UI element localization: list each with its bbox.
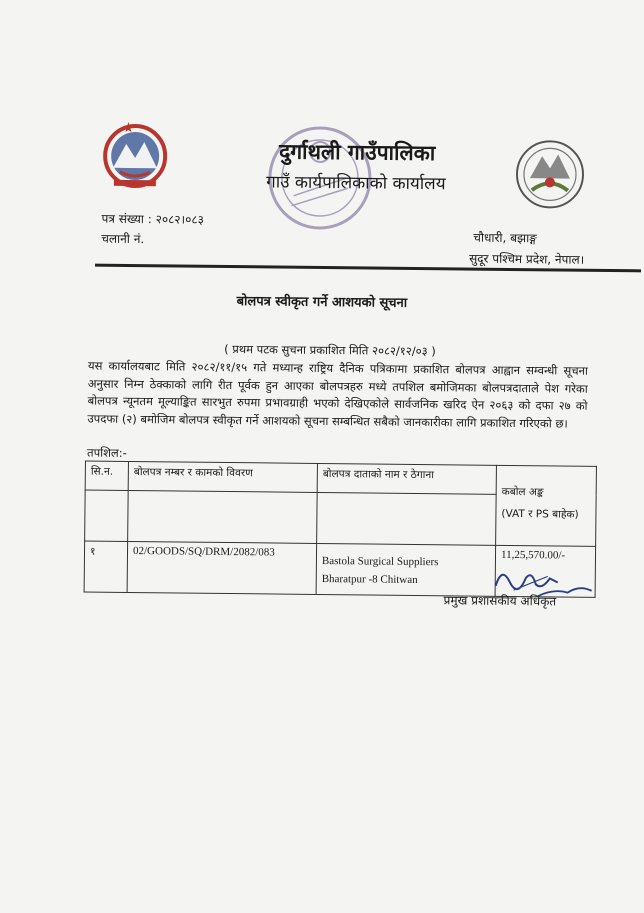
address-line-2: सुदूर पश्चिम प्रदेश, नेपाल। xyxy=(469,251,585,267)
header-sn: सि.न. xyxy=(85,461,128,490)
details-label: तपशिल:- xyxy=(86,445,127,460)
municipality-logo-icon xyxy=(514,138,587,211)
officer-title: प्रमुख प्रशासकीय अधिकृत xyxy=(443,593,557,609)
notice-body: यस कार्यालयबाट मिति २०८२/११/१५ गते मध्यान्ह राष्ट्रिय दैनिक पत्रिकामा प्रकाशित बोलपत्र आह्वान सम्वन्धी सूचना अनुसार निम्न ठेक्काको लागि रीत पूर्वक हुन आएका बोलपत्रहरु मध्ये तपशिल बमोजिमका बोलपत्रदाताले पेश गरेका बोलपत्र न्यूनतम मूल्याङ्कित सारभुत रुपमा प्रभावग्राही भएको देखिएकोले सार्वजनिक खरिद ऐन २०६३ को दफा २७ को उपदफा (२) बमोजिम बोलपत्र स्वीकृत गर्ने आशयको सूचना सम्बन्धित सबैको जानकारीका लागि प्रकाशित गरिएको छ। xyxy=(87,358,589,431)
cell-bidder xyxy=(316,543,496,596)
header-bid: बोलपत्र नम्बर र कामको विवरण xyxy=(128,461,317,492)
bidder-name: Bastola Surgical Suppliers xyxy=(321,555,439,569)
header-amount xyxy=(496,465,597,546)
cell-amount: 11,25,570.00/- xyxy=(495,545,596,597)
nepal-emblem-icon xyxy=(98,118,173,191)
header-amount-line2: (VAT र PS बाहेक) xyxy=(501,507,579,521)
bidder-address: Bharatpur -8 Chitwan xyxy=(321,573,418,587)
cell-bid-number: 02/GOODS/SQ/DRM/2082/083 xyxy=(127,541,317,594)
office-name: गाउँ कार्यपालिकाको कार्यालय xyxy=(266,172,446,195)
address-line-1: चौधारी, बझाङ्ग xyxy=(473,230,537,246)
publication-date: ( प्रथम पटक सुचना प्रकाशित मिति २०८२/१२/०३ ) xyxy=(224,341,436,359)
notice-title: बोलपत्र स्वीकृत गर्ने आशयको सूचना xyxy=(236,294,408,311)
header-amount-line1: कबोल अङ्क xyxy=(501,485,544,499)
letter-number: पत्र संख्या : २०८२।०८३ xyxy=(101,211,204,227)
dispatch-number: चलानी नं. xyxy=(101,231,145,247)
org-name: दुर्गाथली गाउँपालिका xyxy=(278,138,436,166)
cell-sn: १ xyxy=(84,541,128,592)
header-bidder: बोलपत्र दाताको नाम र ठेगाना xyxy=(317,463,496,494)
